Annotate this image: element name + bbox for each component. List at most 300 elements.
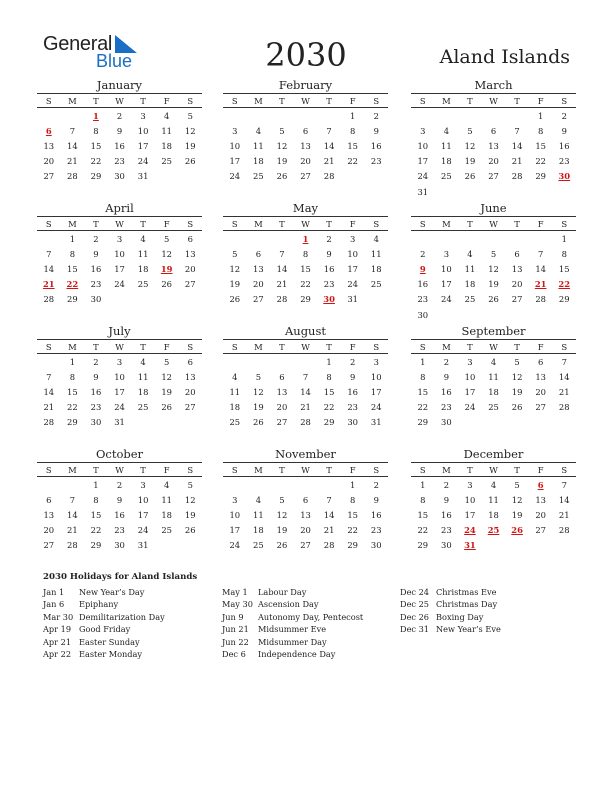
calendar-day: 10	[114, 248, 125, 259]
calendar-day: 8	[420, 494, 426, 505]
year-title: 2030	[265, 36, 347, 74]
calendar-day: 30	[114, 171, 125, 182]
calendar-day: 10	[114, 371, 125, 382]
calendar-day: 5	[279, 494, 285, 505]
calendar-day: 23	[370, 525, 382, 536]
calendar-day: 8	[420, 371, 426, 382]
week-row	[411, 292, 576, 307]
calendar-day: 23	[114, 525, 125, 536]
calendar-day: 18	[464, 279, 476, 290]
calendar-day: 5	[514, 356, 520, 367]
calendar-day: 5	[187, 110, 193, 121]
holiday-row-date: Dec 26	[400, 611, 430, 622]
weekday-label: S	[373, 95, 380, 106]
week-row	[411, 492, 576, 507]
week-row	[411, 261, 576, 276]
weekday-label: M	[68, 464, 77, 475]
calendar-day: 13	[535, 494, 547, 505]
weekday-label: W	[301, 464, 310, 475]
calendar-day: 22	[90, 156, 102, 167]
calendar-day: 31	[137, 540, 149, 551]
calendar-day: 14	[67, 140, 78, 151]
holiday-date: 22	[558, 279, 571, 290]
calendar-day: 18	[441, 156, 452, 167]
calendar-day: 29	[535, 171, 547, 182]
calendar-day: 18	[229, 402, 241, 413]
weekday-label: T	[326, 218, 332, 229]
holiday-row-name: Ascension Day	[258, 599, 319, 610]
month-july	[37, 323, 202, 430]
calendar-day: 26	[253, 417, 264, 428]
calendar-day: 24	[114, 279, 125, 290]
calendar-day: 31	[347, 294, 359, 305]
calendar-day: 30	[90, 417, 102, 428]
calendar-day: 11	[137, 371, 149, 382]
holiday-row-name: New Year’s Day	[79, 587, 145, 597]
holiday-row-date: May 30	[222, 599, 253, 610]
calendar-day: 28	[43, 417, 55, 428]
calendar-day: 18	[488, 386, 499, 397]
calendar-day: 3	[116, 233, 123, 244]
calendar-day: 25	[370, 279, 382, 290]
holiday-date: 30	[558, 171, 571, 182]
calendar-day: 4	[164, 479, 170, 490]
calendar-day: 3	[140, 479, 146, 490]
calendar-day: 30	[347, 417, 359, 428]
calendar-day: 20	[535, 509, 547, 520]
week-row	[37, 354, 202, 369]
weekday-label: F	[163, 218, 170, 229]
calendar-day: 4	[373, 233, 379, 244]
calendar-day: 5	[490, 248, 497, 259]
calendar-day: 15	[417, 509, 429, 520]
week-row	[223, 384, 388, 399]
calendar-day: 28	[558, 402, 570, 413]
calendar-day: 27	[535, 402, 547, 413]
calendar-day: 26	[184, 525, 196, 536]
calendar-day: 19	[511, 386, 523, 397]
calendar-day: 10	[464, 371, 476, 382]
calendar-day: 19	[184, 509, 196, 520]
calendar-day: 15	[90, 509, 102, 520]
week-row	[411, 184, 576, 199]
weekday-label: S	[231, 464, 238, 475]
month-may	[223, 200, 388, 307]
calendar-day: 20	[43, 525, 55, 536]
week-row	[37, 154, 202, 169]
week-row	[37, 400, 202, 415]
calendar-day: 25	[488, 402, 499, 413]
weekday-header	[37, 93, 202, 108]
weekday-header	[411, 93, 576, 108]
holiday-row-name: Good Friday	[79, 624, 131, 635]
calendar-day: 1	[420, 479, 426, 490]
calendar-day: 26	[464, 171, 476, 182]
weekday-label: S	[561, 464, 568, 475]
week-row	[411, 154, 576, 169]
calendar-day: 16	[558, 140, 570, 151]
weekday-header	[411, 462, 576, 477]
week-row	[37, 384, 202, 399]
weekday-label: T	[514, 341, 520, 352]
calendar-day: 6	[279, 371, 285, 382]
weekday-label: S	[561, 341, 568, 352]
calendar-day: 28	[323, 171, 335, 182]
calendar-day: 3	[443, 248, 450, 259]
holiday-row-date: Jan 1	[43, 587, 65, 597]
calendar-day: 15	[535, 140, 547, 151]
calendar-day: 7	[538, 248, 544, 259]
calendar-day: 8	[69, 248, 76, 259]
calendar-day: 11	[441, 140, 452, 151]
calendar-day: 4	[443, 125, 450, 136]
calendar-day: 29	[323, 417, 335, 428]
weekday-label: M	[254, 95, 263, 106]
weekday-label: S	[187, 218, 194, 229]
calendar-day: 12	[276, 509, 288, 520]
month-name: October	[95, 447, 144, 461]
holiday-column	[222, 587, 363, 661]
holiday-date: 31	[464, 540, 476, 551]
calendar-day: 26	[276, 171, 288, 182]
calendar-day: 11	[161, 125, 173, 136]
calendar-day: 29	[417, 540, 429, 551]
week-row	[223, 400, 388, 415]
weekday-label: T	[467, 341, 473, 352]
calendar-day: 21	[558, 509, 570, 520]
weekday-label: T	[326, 95, 332, 106]
week-row	[223, 523, 388, 538]
calendar-day: 7	[326, 494, 332, 505]
calendar-day: 6	[187, 233, 193, 244]
weekday-label: S	[373, 218, 380, 229]
calendar-day: 14	[511, 140, 523, 151]
calendar-day: 22	[90, 525, 102, 536]
calendar-day: 7	[326, 125, 332, 136]
calendar-day: 29	[558, 294, 570, 305]
calendar-day: 13	[184, 371, 196, 382]
calendar-day: 7	[46, 371, 52, 382]
calendar-day: 26	[161, 279, 173, 290]
calendar-day: 3	[467, 356, 473, 367]
calendar-day: 13	[535, 371, 547, 382]
calendar-day: 21	[323, 156, 335, 167]
calendar-day: 27	[300, 171, 311, 182]
calendar-day: 25	[253, 540, 264, 551]
calendar-day: 23	[323, 279, 335, 290]
week-row	[411, 523, 576, 538]
week-row	[411, 477, 576, 492]
weekday-label: W	[301, 341, 310, 352]
calendar-day: 15	[347, 509, 359, 520]
holiday-row-name: Easter Sunday	[79, 636, 140, 647]
calendar-day: 16	[370, 140, 382, 151]
week-row	[411, 507, 576, 522]
calendar-day: 7	[514, 125, 520, 136]
weekday-label: W	[489, 464, 498, 475]
week-row	[37, 246, 202, 261]
calendar-day: 17	[229, 525, 241, 536]
calendar-day: 8	[326, 371, 332, 382]
week-row	[37, 415, 202, 430]
calendar-day: 28	[300, 417, 311, 428]
holiday-row-name: Christmas Day	[436, 599, 498, 610]
calendar-day: 14	[323, 140, 335, 151]
week-row	[37, 538, 202, 553]
holiday-row-name: Autonomy Day, Pentecost	[258, 611, 364, 622]
calendar-day: 5	[467, 125, 473, 136]
calendar-day: 19	[229, 279, 241, 290]
weekday-label: F	[537, 341, 544, 352]
calendar-day: 10	[441, 263, 452, 274]
month-name: December	[463, 447, 524, 461]
weekday-label: W	[489, 95, 498, 106]
calendar-day: 10	[370, 371, 382, 382]
holiday-row	[400, 612, 501, 624]
calendar-day: 16	[90, 263, 102, 274]
month-june	[411, 200, 576, 322]
calendar-day: 16	[417, 279, 429, 290]
calendar-day: 21	[276, 279, 288, 290]
calendar-day: 12	[229, 263, 241, 274]
week-row	[223, 415, 388, 430]
calendar-day: 12	[161, 248, 173, 259]
weekday-label: S	[187, 341, 194, 352]
weekday-label: T	[279, 95, 285, 106]
calendar-day: 30	[441, 540, 452, 551]
month-august	[223, 323, 388, 430]
calendar-day: 19	[488, 279, 499, 290]
calendar-day: 29	[300, 294, 311, 305]
month-name: April	[105, 201, 134, 215]
holiday-date: 24	[464, 525, 476, 536]
calendar-day: 8	[350, 494, 356, 505]
holiday-row-date: Mar 30	[43, 611, 74, 622]
calendar-day: 4	[467, 248, 473, 259]
calendar-day: 10	[347, 248, 359, 259]
weekday-label: F	[537, 95, 544, 106]
weekday-label: S	[419, 218, 426, 229]
calendar-day: 17	[229, 156, 241, 167]
calendar-day: 11	[137, 248, 149, 259]
calendar-day: 23	[90, 402, 102, 413]
calendar-day: 16	[441, 386, 452, 397]
calendar-day: 9	[93, 371, 99, 382]
weekday-label: W	[115, 218, 124, 229]
weekday-label: T	[279, 341, 285, 352]
weekday-label: F	[537, 218, 544, 229]
weekday-label: F	[163, 341, 170, 352]
holiday-row-name: Demilitarization Day	[79, 611, 165, 622]
calendar-day: 12	[464, 140, 476, 151]
calendar-day: 22	[347, 156, 359, 167]
holiday-row	[222, 587, 363, 599]
calendar-day: 12	[276, 140, 288, 151]
week-row	[411, 400, 576, 415]
calendar-day: 20	[184, 263, 196, 274]
calendar-day: 18	[488, 509, 499, 520]
calendar-day: 19	[276, 156, 288, 167]
week-row	[223, 492, 388, 507]
calendar-day: 18	[137, 386, 149, 397]
calendar-day: 21	[511, 156, 523, 167]
weekday-label: M	[254, 341, 263, 352]
calendar-day: 24	[370, 402, 382, 413]
calendar-day: 22	[417, 525, 429, 536]
holiday-row	[222, 612, 363, 624]
weekday-label: W	[301, 218, 310, 229]
calendar-day: 16	[347, 386, 359, 397]
calendar-day: 7	[69, 125, 76, 136]
calendar-day: 12	[184, 125, 196, 136]
weekday-label: M	[68, 95, 77, 106]
calendar-day: 18	[253, 525, 264, 536]
calendar-day: 9	[93, 248, 99, 259]
calendar-day: 16	[323, 263, 335, 274]
calendar-day: 12	[511, 494, 523, 505]
calendar-day: 9	[443, 494, 450, 505]
calendar-day: 18	[161, 509, 173, 520]
calendar-day: 14	[558, 371, 570, 382]
calendar-day: 6	[490, 125, 497, 136]
calendar-day: 28	[67, 540, 78, 551]
week-row	[223, 477, 388, 492]
weekday-label: S	[231, 218, 238, 229]
weekday-label: T	[93, 341, 99, 352]
calendar-day: 10	[229, 509, 241, 520]
calendar-day: 11	[464, 263, 476, 274]
calendar-day: 1	[420, 356, 426, 367]
calendar-day: 16	[114, 509, 125, 520]
calendar-day: 30	[441, 417, 452, 428]
calendar-day: 2	[116, 110, 123, 121]
calendar-day: 8	[69, 371, 76, 382]
calendar-day: 1	[69, 356, 76, 367]
calendar-day: 14	[535, 263, 547, 274]
week-row	[223, 246, 388, 261]
calendar-day: 2	[443, 356, 450, 367]
week-row	[223, 538, 388, 553]
calendar-day: 9	[373, 125, 379, 136]
calendar-day: 19	[161, 386, 173, 397]
weekday-label: T	[140, 218, 146, 229]
calendar-day: 27	[43, 540, 55, 551]
weekday-label: M	[442, 218, 451, 229]
calendar-day: 15	[417, 386, 429, 397]
week-row	[411, 277, 576, 292]
calendar-day: 1	[538, 110, 544, 121]
calendar-day: 24	[347, 279, 359, 290]
holiday-row	[43, 637, 165, 649]
calendar-day: 17	[137, 509, 149, 520]
calendar-day: 23	[90, 279, 102, 290]
holiday-row	[400, 624, 501, 636]
weekday-label: S	[419, 464, 426, 475]
holiday-row-name: Christmas Eve	[436, 587, 497, 597]
holiday-date: 9	[419, 263, 426, 274]
calendar-day: 28	[67, 171, 78, 182]
calendar-day: 17	[114, 263, 125, 274]
calendar-day: 19	[184, 140, 196, 151]
week-row	[223, 231, 388, 246]
weekday-label: M	[442, 341, 451, 352]
calendar-day: 30	[114, 540, 125, 551]
calendar-day: 2	[373, 479, 379, 490]
weekday-label: W	[115, 95, 124, 106]
calendar-day: 7	[302, 371, 309, 382]
calendar-day: 11	[253, 509, 264, 520]
weekday-label: S	[373, 464, 380, 475]
month-name: August	[284, 324, 326, 338]
month-name: March	[474, 78, 513, 92]
calendar-day: 25	[137, 402, 149, 413]
weekday-label: T	[140, 341, 146, 352]
calendar-day: 28	[323, 540, 335, 551]
calendar-day: 27	[511, 294, 523, 305]
holiday-row-date: Apr 21	[43, 636, 72, 647]
holiday-row-name: Labour Day	[258, 587, 307, 597]
calendar-day: 27	[43, 171, 55, 182]
holiday-row	[222, 599, 363, 611]
weekday-label: T	[93, 464, 99, 475]
holiday-row-date: Dec 6	[222, 648, 246, 659]
holiday-row	[222, 637, 363, 649]
calendar-day: 29	[67, 417, 78, 428]
weekday-label: M	[254, 218, 263, 229]
calendar-day: 12	[488, 263, 499, 274]
calendar-day: 6	[187, 356, 193, 367]
week-row	[223, 108, 388, 123]
week-row	[223, 369, 388, 384]
weekday-header	[37, 462, 202, 477]
weekday-label: S	[231, 95, 238, 106]
week-row	[411, 231, 576, 246]
weekday-label: W	[115, 341, 124, 352]
weekday-label: W	[115, 464, 124, 475]
calendar-day: 18	[161, 140, 173, 151]
weekday-label: F	[349, 341, 356, 352]
calendar-day: 25	[464, 294, 476, 305]
weekday-label: S	[45, 218, 52, 229]
calendar-day: 11	[488, 371, 499, 382]
weekday-header	[37, 216, 202, 231]
weekday-label: T	[467, 218, 473, 229]
weekday-label: S	[561, 95, 568, 106]
holiday-row-date: Apr 22	[43, 648, 72, 659]
calendar-day: 9	[116, 125, 123, 136]
holiday-row-name: Boxing Day	[436, 611, 484, 622]
calendar-day: 6	[255, 248, 262, 259]
calendar-day: 22	[300, 279, 311, 290]
calendar-day: 31	[417, 186, 429, 197]
month-name: September	[461, 324, 526, 338]
calendar-day: 12	[511, 371, 523, 382]
calendar-day: 7	[279, 248, 285, 259]
weekday-header	[411, 216, 576, 231]
weekday-label: T	[514, 218, 520, 229]
weekday-label: T	[326, 341, 332, 352]
calendar-day: 26	[161, 402, 173, 413]
weekday-label: F	[537, 464, 544, 475]
calendar-day: 18	[137, 263, 149, 274]
week-row	[223, 292, 388, 307]
calendar-day: 20	[535, 386, 547, 397]
calendar-day: 6	[302, 125, 309, 136]
logo-blue-text: Blue	[96, 51, 133, 71]
week-row	[37, 108, 202, 123]
calendar-day: 9	[116, 494, 123, 505]
calendar-day: 22	[67, 402, 78, 413]
